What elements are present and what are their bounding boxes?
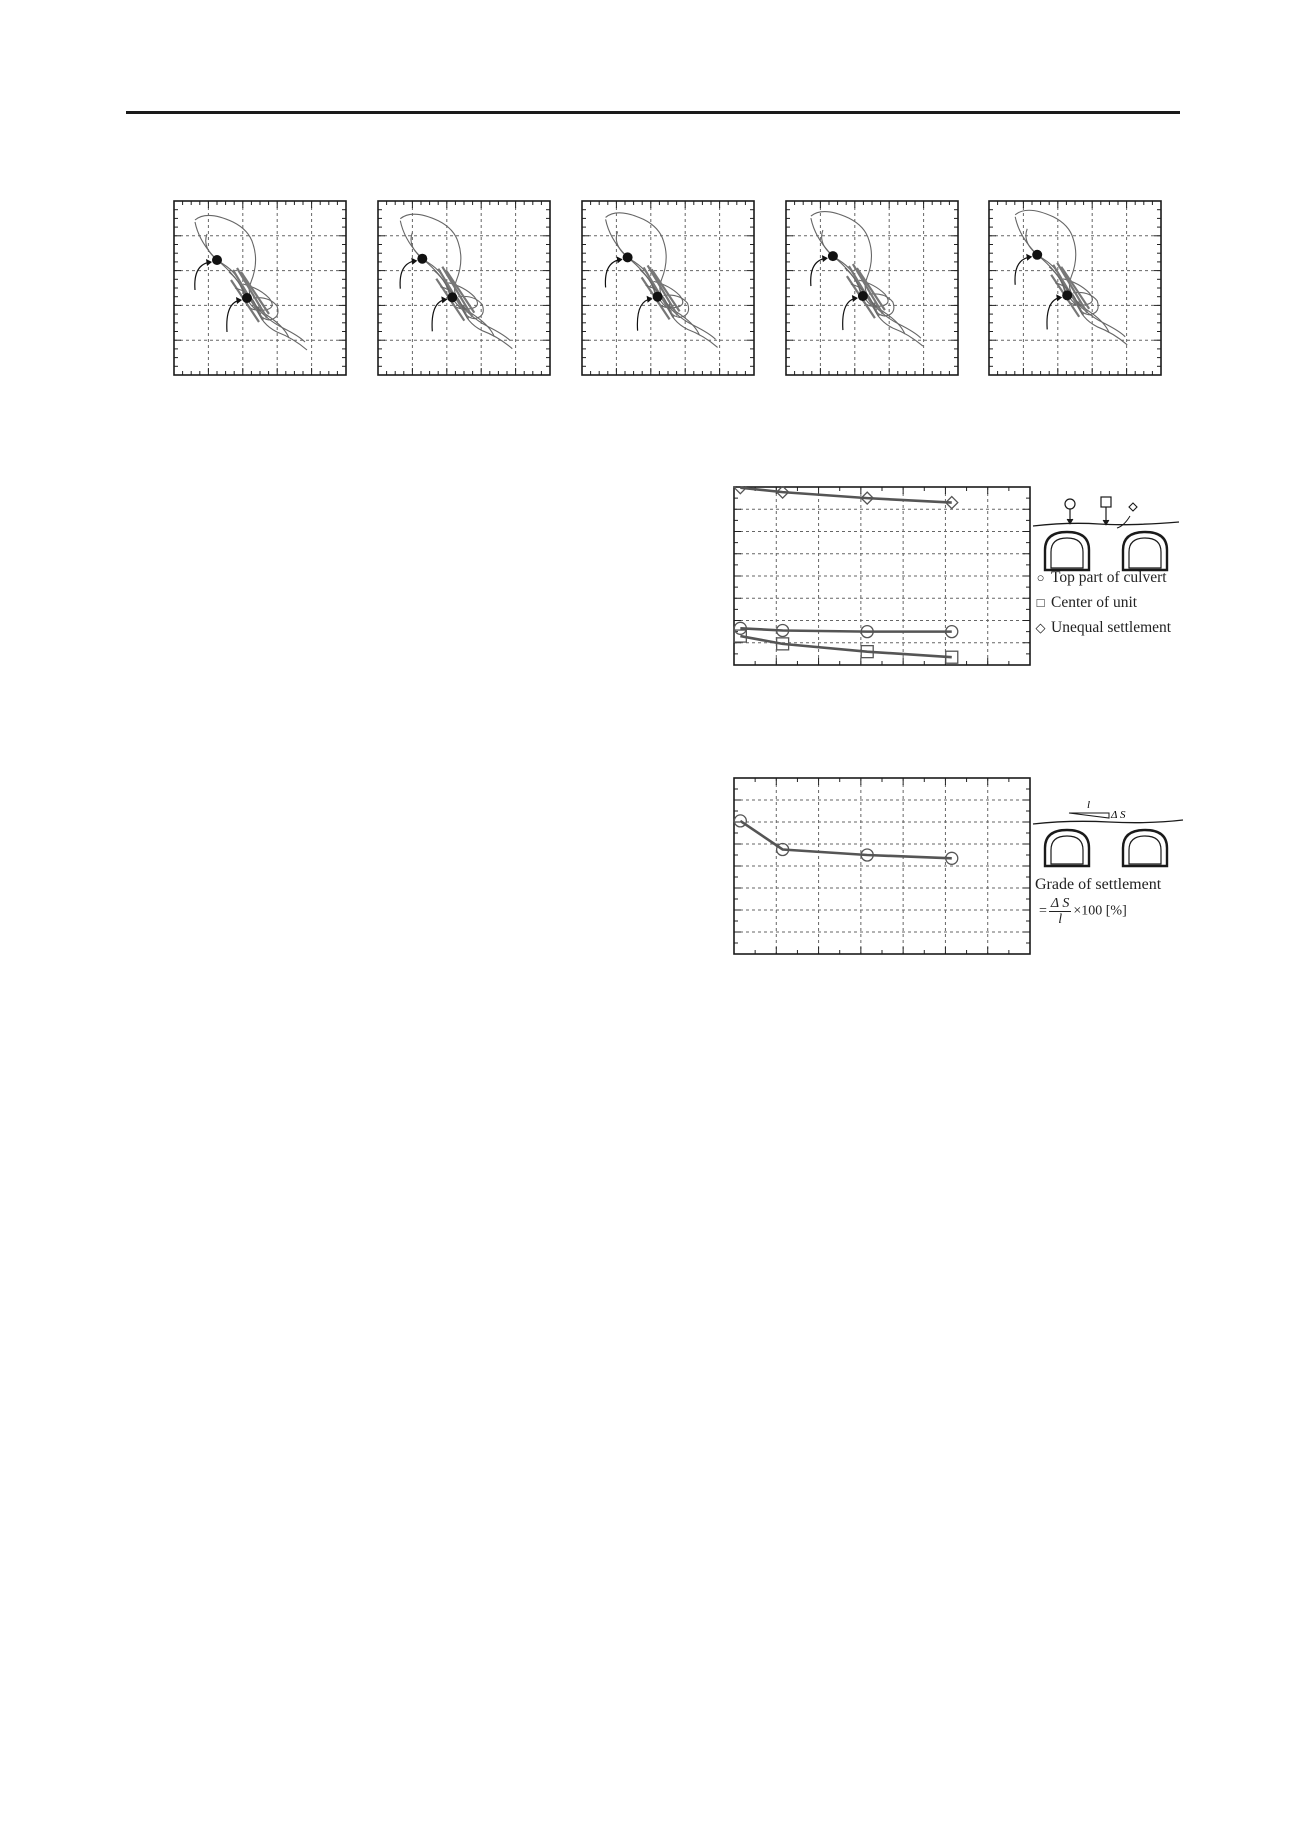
diamond-marker-icon: ◇	[1035, 620, 1046, 635]
state-point	[1032, 250, 1042, 260]
grade-sketch-ds: Δ S	[1111, 809, 1126, 821]
circle-marker-icon: ○	[1036, 570, 1045, 585]
stress-path-panel-1	[173, 200, 347, 376]
stress-path-panel-4	[785, 200, 959, 376]
series-square	[734, 630, 957, 663]
legend-unequal: ◇ Unequal settlement	[1035, 619, 1172, 636]
state-point	[858, 291, 868, 301]
state-point	[417, 254, 427, 264]
grade-sketch	[1029, 790, 1189, 870]
stress-path-panel-5	[988, 200, 1162, 376]
plot-frame	[734, 778, 1030, 954]
series-circle	[734, 815, 957, 864]
plot-frame	[378, 201, 550, 375]
series-circle	[734, 622, 957, 637]
stress-path-curves	[811, 212, 923, 347]
header-rule	[126, 111, 1180, 114]
stress-path-curves	[400, 214, 512, 349]
state-point	[653, 292, 663, 302]
grade-formula: = $\frac{\text{Δ S}}{l}$ ×100 [%]	[1039, 896, 1127, 927]
state-point	[1062, 290, 1072, 300]
plot-frame	[786, 201, 958, 375]
state-point	[242, 293, 252, 303]
stress-path-curves	[605, 213, 717, 348]
grade-legend	[1029, 790, 1189, 940]
state-point	[447, 292, 457, 302]
stress-path-curves	[1015, 210, 1127, 345]
stress-path-panel-2	[377, 200, 551, 376]
legend-center-unit: □ Center of unit	[1036, 594, 1138, 611]
circle-marker	[734, 815, 746, 827]
fraction: $\frac{\text{Δ S}}{l}$	[1050, 896, 1070, 927]
plot-frame	[174, 201, 346, 375]
stress-path-panel-3	[581, 200, 755, 376]
square-marker-icon: □	[1036, 595, 1045, 610]
grade-title: Grade of settlement	[1035, 876, 1162, 893]
settlement-legend	[1029, 492, 1189, 642]
legend-top-part: ○ Top part of culvert	[1036, 569, 1167, 586]
grade-chart	[733, 777, 1031, 955]
culvert-sketch	[1029, 492, 1189, 574]
grade-sketch-l: l	[1087, 799, 1091, 811]
state-point	[828, 251, 838, 261]
settlement-chart	[733, 486, 1031, 666]
state-point	[212, 255, 222, 265]
state-point	[623, 252, 633, 262]
